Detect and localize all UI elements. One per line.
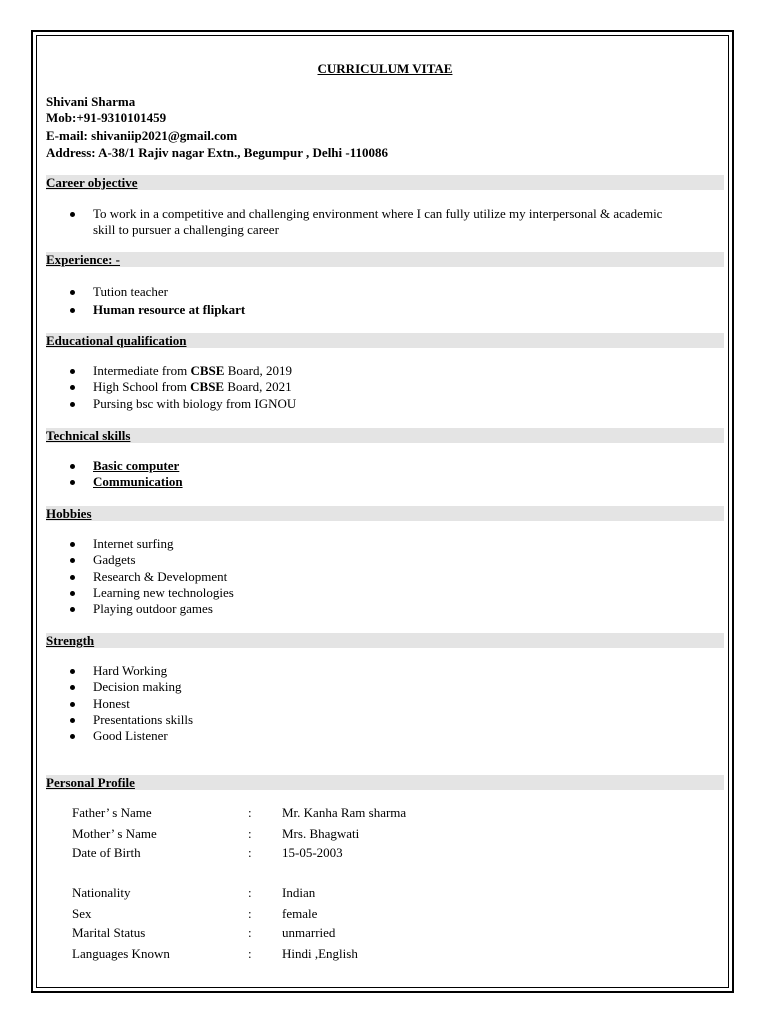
section-heading: Experience: -: [46, 252, 121, 267]
profile-row-sex: Sex : female: [72, 906, 318, 921]
list-item: Presentations skills: [46, 712, 724, 728]
hobbies-list: [46, 536, 724, 617]
list-item: Tution teacher: [46, 283, 724, 301]
section-technical-skills: [46, 428, 724, 443]
section-heading: Hobbies: [46, 506, 92, 521]
section-education: [46, 333, 724, 348]
profile-row-mother: Mother’ s Name : Mrs. Bhagwati: [72, 826, 360, 841]
section-heading: Strength: [46, 633, 95, 648]
profile-row-languages: Languages Known : Hindi ,English: [72, 946, 358, 961]
list-item: Learning new technologies: [46, 585, 724, 601]
applicant-name: Shivani Sharma: [46, 94, 136, 109]
profile-row-marital-status: Marital Status : unmarried: [72, 925, 336, 940]
mobile-number: Mob:+91-9310101459: [46, 110, 167, 125]
document-title: CURRICULUM VITAE: [317, 61, 453, 76]
section-strength: [46, 633, 724, 648]
postal-address: Address: A-38/1 Rajiv nagar Extn., Begumpur , Delhi -110086: [46, 145, 389, 160]
list-item: Internet surfing: [46, 536, 724, 552]
strength-list: [46, 663, 724, 744]
list-item: Research & Development: [46, 569, 724, 585]
technical-skills-list: [46, 458, 724, 491]
list-item: To work in a competitive and challenging environment where I can fully utilize my interpersonal & academic skill to pursuer a challenging career: [46, 206, 724, 239]
list-item: Basic computer: [46, 458, 724, 474]
list-item: Gadgets: [46, 552, 724, 568]
list-item: High School from CBSE Board, 2021: [46, 379, 724, 395]
career-objective-list: [46, 206, 724, 239]
section-heading: Educational qualification: [46, 333, 187, 348]
section-hobbies: [46, 506, 724, 521]
list-item: Hard Working: [46, 663, 724, 679]
section-heading: Personal Profile: [46, 775, 135, 790]
section-career-objective: [46, 175, 724, 190]
education-list: [46, 363, 724, 412]
list-item: Good Listener: [46, 728, 724, 744]
experience-list: [46, 283, 724, 319]
list-item: Intermediate from CBSE Board, 2019: [46, 363, 724, 379]
profile-row-dob: Date of Birth : 15-05-2003: [72, 845, 343, 860]
list-item: Playing outdoor games: [46, 601, 724, 617]
list-item: Communication: [46, 474, 724, 490]
section-personal-profile: [46, 775, 724, 790]
list-item: Honest: [46, 696, 724, 712]
list-item: Decision making: [46, 679, 724, 695]
list-item: Human resource at flipkart: [46, 301, 724, 319]
section-heading: Technical skills: [46, 428, 131, 443]
section-heading: Career objective: [46, 175, 138, 190]
section-experience: [46, 252, 724, 267]
email-address: E-mail: shivaniip2021@gmail.com: [46, 128, 238, 143]
profile-row-nationality: Nationality : Indian: [72, 885, 316, 900]
list-item: Pursing bsc with biology from IGNOU: [46, 396, 724, 412]
profile-row-father: Father’ s Name : Mr. Kanha Ram sharma: [72, 805, 407, 820]
